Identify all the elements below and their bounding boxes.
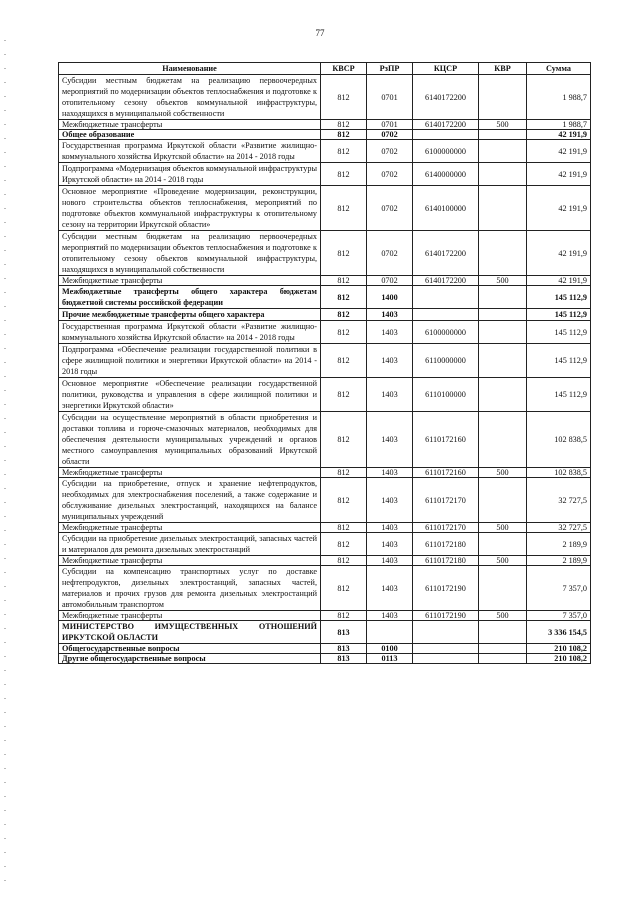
table-header-row [59, 63, 591, 75]
header-rzpr: РзПР [367, 63, 413, 75]
cell-name: Субсидии местным бюджетам на реализацию первоочередных мероприятий по модернизации объектов теплоснабжения и подготовке к отопительному сезону объектов коммунальной инфраструктуры, находящихся в муниципальной собственности [59, 231, 321, 276]
cell-kvsr: 812 [321, 321, 367, 344]
table-row [59, 468, 591, 478]
table-row [59, 120, 591, 130]
cell-kvr [479, 163, 527, 186]
table-row [59, 621, 591, 644]
cell-sum: 42 191,9 [527, 163, 591, 186]
cell-rzpr: 1403 [367, 309, 413, 321]
cell-kvr [479, 130, 527, 140]
cell-name: Межбюджетные трансферты общего характера бюджетам бюджетной системы российской федерации [59, 286, 321, 309]
cell-kcsr: 6110172180 [413, 533, 479, 556]
cell-rzpr: 0702 [367, 231, 413, 276]
cell-kvsr: 812 [321, 186, 367, 231]
cell-rzpr: 1403 [367, 412, 413, 468]
cell-sum: 42 191,9 [527, 130, 591, 140]
cell-kvsr: 812 [321, 344, 367, 378]
cell-name: Межбюджетные трансферты [59, 468, 321, 478]
table-row [59, 231, 591, 276]
cell-kvr [479, 378, 527, 412]
table-row [59, 644, 591, 654]
cell-kvr [479, 644, 527, 654]
cell-name: Государственная программа Иркутской области «Развитие жилищно-коммунального хозяйства Иркутской области» на 2014 - 2018 годы [59, 140, 321, 163]
cell-name: Межбюджетные трансферты [59, 523, 321, 533]
cell-rzpr: 0702 [367, 140, 413, 163]
cell-sum: 102 838,5 [527, 468, 591, 478]
cell-rzpr: 1403 [367, 321, 413, 344]
table-row [59, 566, 591, 611]
cell-kcsr: 6110172160 [413, 412, 479, 468]
cell-kvsr: 812 [321, 533, 367, 556]
cell-sum: 42 191,9 [527, 231, 591, 276]
cell-rzpr: 1403 [367, 533, 413, 556]
cell-kvr: 500 [479, 276, 527, 286]
cell-sum: 42 191,9 [527, 140, 591, 163]
cell-kcsr [413, 654, 479, 664]
cell-kvsr: 812 [321, 378, 367, 412]
cell-kvr [479, 478, 527, 523]
cell-kvsr: 812 [321, 231, 367, 276]
cell-sum: 3 336 154,5 [527, 621, 591, 644]
table-row [59, 276, 591, 286]
cell-kcsr [413, 621, 479, 644]
cell-name: Другие общегосударственные вопросы [59, 654, 321, 664]
cell-kvr [479, 566, 527, 611]
table-row [59, 378, 591, 412]
cell-sum: 210 108,2 [527, 644, 591, 654]
cell-name: Субсидии местным бюджетам на реализацию первоочередных мероприятий по модернизации объектов теплоснабжения и подготовке к отопительному сезону объектов коммунальной инфраструктуры, находящихся в муниципальной собственности [59, 75, 321, 120]
cell-name: Субсидии на компенсацию транспортных услуг по доставке нефтепродуктов, дизельных электростанций, запасных частей, материалов и прочих грузов для ремонта дизельных электростанций автомобильным транспортом [59, 566, 321, 611]
cell-kvsr: 812 [321, 478, 367, 523]
cell-kcsr: 6110000000 [413, 344, 479, 378]
cell-kcsr: 6110172170 [413, 523, 479, 533]
table-row [59, 412, 591, 468]
cell-kvr [479, 309, 527, 321]
cell-kvsr: 812 [321, 276, 367, 286]
cell-name: Общее образование [59, 130, 321, 140]
cell-rzpr: 0702 [367, 130, 413, 140]
cell-name: Субсидии на приобретение, отпуск и хранение нефтепродуктов, необходимых для электроснабжения поселений, а также содержание и обслуживание дизельных электростанций, находящихся на балансе муниципальных учреждений [59, 478, 321, 523]
cell-kvr [479, 286, 527, 309]
cell-rzpr: 1403 [367, 566, 413, 611]
table-row [59, 611, 591, 621]
cell-name: Общегосударственные вопросы [59, 644, 321, 654]
budget-table [58, 62, 591, 664]
header-kcsr: КЦСР [413, 63, 479, 75]
cell-kvr [479, 621, 527, 644]
cell-kvsr: 812 [321, 523, 367, 533]
cell-sum: 32 727,5 [527, 478, 591, 523]
cell-name: Государственная программа Иркутской области «Развитие жилищно-коммунального хозяйства Иркутской области» на 2014 - 2018 годы [59, 321, 321, 344]
cell-kvsr: 813 [321, 654, 367, 664]
cell-rzpr: 1403 [367, 344, 413, 378]
cell-kcsr: 6140172200 [413, 276, 479, 286]
cell-kcsr: 6140172200 [413, 120, 479, 130]
cell-kcsr: 6140100000 [413, 186, 479, 231]
cell-kcsr [413, 309, 479, 321]
cell-kcsr: 6140000000 [413, 163, 479, 186]
cell-kvsr: 812 [321, 130, 367, 140]
cell-name: Подпрограмма «Обеспечение реализации государственной политики в сфере жилищной политики и энергетики Иркутской области» на 2014 - 2018 годы [59, 344, 321, 378]
cell-kvr [479, 412, 527, 468]
cell-kvsr: 813 [321, 644, 367, 654]
cell-kvsr: 812 [321, 309, 367, 321]
cell-sum: 32 727,5 [527, 523, 591, 533]
cell-rzpr: 0701 [367, 120, 413, 130]
cell-kvr [479, 654, 527, 664]
cell-rzpr: 1400 [367, 286, 413, 309]
header-sum: Сумма [527, 63, 591, 75]
cell-kcsr [413, 130, 479, 140]
table-row [59, 556, 591, 566]
cell-kvr [479, 140, 527, 163]
cell-rzpr: 1403 [367, 523, 413, 533]
table-row [59, 286, 591, 309]
cell-name: Межбюджетные трансферты [59, 120, 321, 130]
cell-kvr [479, 321, 527, 344]
cell-sum: 7 357,0 [527, 566, 591, 611]
cell-kvr [479, 186, 527, 231]
cell-kvr [479, 231, 527, 276]
cell-name: Основное мероприятие «Обеспечение реализации государственной политики, руководства и управления в сфере жилищной политики и энергетики Иркутской области» [59, 378, 321, 412]
cell-rzpr: 0702 [367, 276, 413, 286]
cell-rzpr: 1403 [367, 556, 413, 566]
cell-sum: 102 838,5 [527, 412, 591, 468]
cell-name: Подпрограмма «Модернизация объектов коммунальной инфраструктуры Иркутской области» на 2014 - 2018 годы [59, 163, 321, 186]
table-row [59, 130, 591, 140]
cell-kvr: 500 [479, 120, 527, 130]
cell-rzpr: 0702 [367, 186, 413, 231]
cell-kvr [479, 533, 527, 556]
cell-kcsr [413, 286, 479, 309]
cell-sum: 210 108,2 [527, 654, 591, 664]
cell-kvsr: 812 [321, 468, 367, 478]
cell-name: Прочие межбюджетные трансферты общего характера [59, 309, 321, 321]
cell-rzpr: 1403 [367, 468, 413, 478]
page-number: 77 [315, 28, 325, 38]
header-name: Наименование [59, 63, 321, 75]
cell-kcsr: 6110172190 [413, 566, 479, 611]
table-row [59, 186, 591, 231]
cell-kvr [479, 344, 527, 378]
cell-kcsr: 6140172200 [413, 75, 479, 120]
table-row [59, 140, 591, 163]
table-row [59, 321, 591, 344]
cell-kvsr: 812 [321, 75, 367, 120]
cell-kvsr: 812 [321, 566, 367, 611]
cell-rzpr: 1403 [367, 611, 413, 621]
table-row [59, 523, 591, 533]
cell-sum: 145 112,9 [527, 378, 591, 412]
cell-kcsr: 6110172190 [413, 611, 479, 621]
cell-kcsr: 6110172170 [413, 478, 479, 523]
cell-rzpr: 0113 [367, 654, 413, 664]
table-body [59, 75, 591, 664]
cell-kcsr: 6110100000 [413, 378, 479, 412]
cell-rzpr: 1403 [367, 478, 413, 523]
cell-kcsr: 6110172160 [413, 468, 479, 478]
cell-sum: 1 988,7 [527, 120, 591, 130]
cell-name: МИНИСТЕРСТВО ИМУЩЕСТВЕННЫХ ОТНОШЕНИЙ ИРКУТСКОЙ ОБЛАСТИ [59, 621, 321, 644]
table-row [59, 344, 591, 378]
cell-sum: 7 357,0 [527, 611, 591, 621]
cell-kvsr: 813 [321, 621, 367, 644]
cell-name: Межбюджетные трансферты [59, 276, 321, 286]
table-row [59, 533, 591, 556]
table-row [59, 478, 591, 523]
header-kvr: КВР [479, 63, 527, 75]
cell-kcsr: 6100000000 [413, 321, 479, 344]
cell-kvr: 500 [479, 523, 527, 533]
cell-kvsr: 812 [321, 286, 367, 309]
cell-sum: 42 191,9 [527, 186, 591, 231]
cell-sum: 2 189,9 [527, 556, 591, 566]
cell-kvsr: 812 [321, 140, 367, 163]
cell-kvsr: 812 [321, 163, 367, 186]
cell-kvsr: 812 [321, 611, 367, 621]
cell-kcsr [413, 644, 479, 654]
cell-name: Межбюджетные трансферты [59, 556, 321, 566]
cell-kvsr: 812 [321, 120, 367, 130]
cell-kvsr: 812 [321, 412, 367, 468]
cell-rzpr: 1403 [367, 378, 413, 412]
cell-rzpr [367, 621, 413, 644]
cell-kvsr: 812 [321, 556, 367, 566]
table-row [59, 163, 591, 186]
cell-rzpr: 0701 [367, 75, 413, 120]
cell-name: Субсидии на осуществление мероприятий в области приобретения и доставки топлива и горюче-смазочных материалов, необходимых для обеспечения деятельности муниципальных учреждений и органов местного самоуправления муниципальных образований Иркутской области [59, 412, 321, 468]
cell-kcsr: 6110172180 [413, 556, 479, 566]
cell-sum: 2 189,9 [527, 533, 591, 556]
cell-name: Основное мероприятие «Проведение модернизации, реконструкции, нового строительства объектов теплоснабжения, мероприятий по подготовке объектов коммунальной инфраструктуры к отопительному сезону на территории Иркутской области» [59, 186, 321, 231]
table-row [59, 75, 591, 120]
cell-sum: 145 112,9 [527, 344, 591, 378]
header-kvsr: КВСР [321, 63, 367, 75]
cell-name: Межбюджетные трансферты [59, 611, 321, 621]
table-row [59, 654, 591, 664]
cell-rzpr: 0702 [367, 163, 413, 186]
cell-kcsr: 6140172200 [413, 231, 479, 276]
cell-kvr: 500 [479, 468, 527, 478]
table-row [59, 309, 591, 321]
cell-kvr: 500 [479, 611, 527, 621]
cell-sum: 145 112,9 [527, 321, 591, 344]
cell-kvr: 500 [479, 556, 527, 566]
cell-kvr [479, 75, 527, 120]
cell-sum: 145 112,9 [527, 309, 591, 321]
cell-sum: 145 112,9 [527, 286, 591, 309]
cell-kcsr: 6100000000 [413, 140, 479, 163]
cell-sum: 1 988,7 [527, 75, 591, 120]
cell-name: Субсидии на приобретение дизельных электростанций, запасных частей и материалов для ремонта дизельных электростанций [59, 533, 321, 556]
scan-margin-marks [4, 40, 6, 890]
cell-sum: 42 191,9 [527, 276, 591, 286]
cell-rzpr: 0100 [367, 644, 413, 654]
